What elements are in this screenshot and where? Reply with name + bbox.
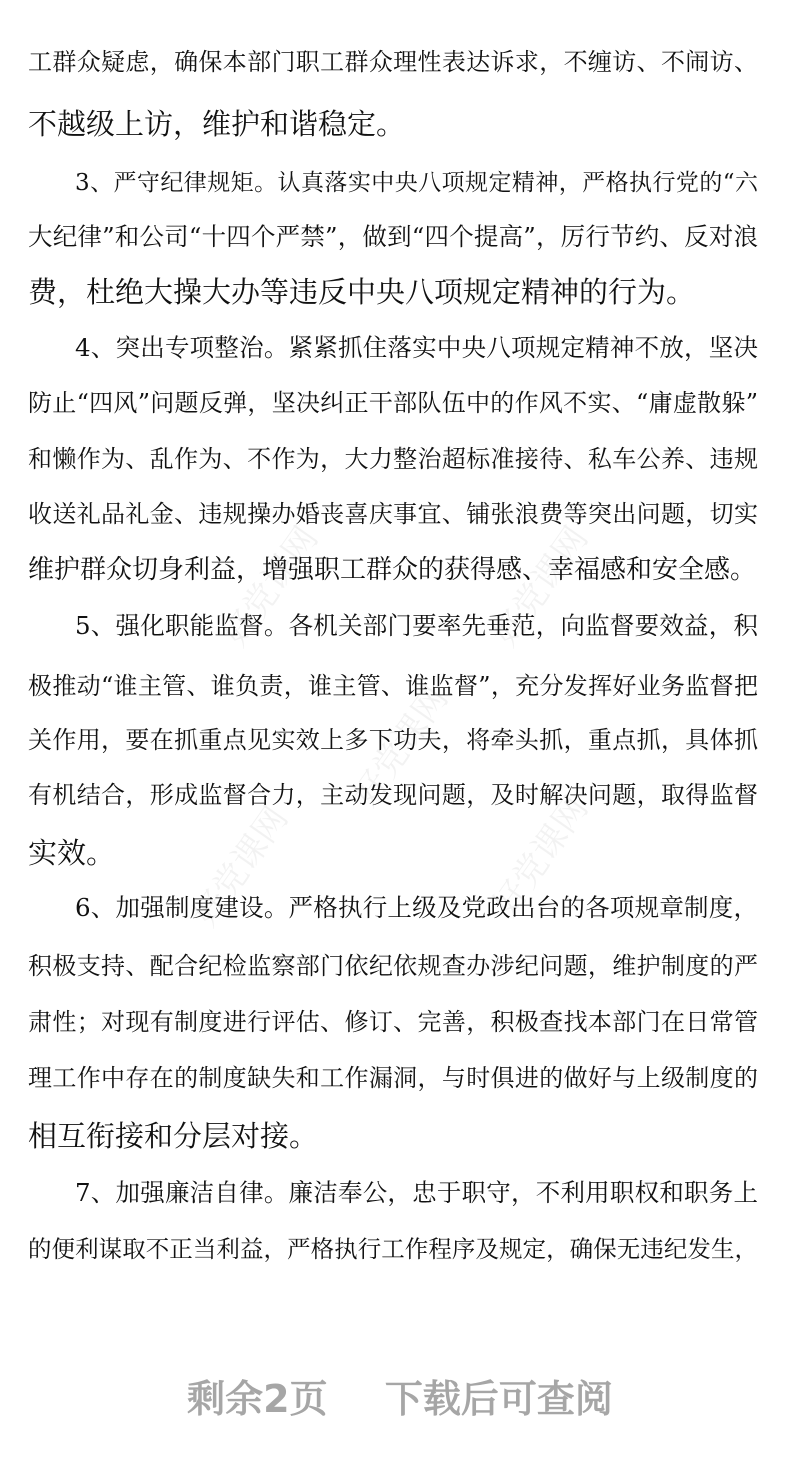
text-line: 费，杜绝大操大办等违反中央八项规定精神的行为。 [28,275,696,309]
text-line: 极推动“谁主管、谁负责，谁主管、谁监督”，充分发挥好业务监督把 [28,672,758,700]
watermark-text: 好党课网 [345,679,457,814]
text-line: 相互衔接和分层对接。 [28,1119,319,1153]
text-line: 积极支持、配合纪检监察部门依纪依规查办涉纪问题，维护制度的严 [28,952,758,980]
text-line: 关作用，要在抓重点见实效上多下功夫，将牵头抓，重点抓，具体抓 [28,726,758,754]
watermark-text: 好党课网 [185,799,297,934]
text-line: 5、强化职能监督。各机关部门要率先垂范，向监督要效益，积 [75,611,758,640]
text-line: 工群众疑虑，确保本部门职工群众理性表达诉求，不缠访、不闹访、 [28,48,758,76]
text-line: 理工作中存在的制度缺失和工作漏洞，与时俱进的做好与上级制度的 [28,1064,758,1092]
text-line: 3、严守纪律规矩。认真落实中央八项规定精神，严格执行党的“六 [75,170,758,196]
watermark-text: 好党课网 [485,789,597,924]
text-line: 的便利谋取不正当利益，严格执行工作程序及规定，确保无违纪发生， [28,1235,758,1263]
text-line: 7、加强廉洁自律。廉洁奉公，忠于职守，不利用职权和职务上 [75,1178,758,1207]
text-line: 实效。 [28,836,116,870]
text-line: 4、突出专项整治。紧紧抓住落实中央八项规定精神不放，坚决 [75,333,758,362]
text-line: 大纪律”和公司“十四个严禁”，做到“四个提高”，厉行节约、反对浪 [28,222,758,251]
remaining-pages-label: 剩余2页 [187,1377,328,1421]
text-line: 不越级上访，维护和谐稳定。 [28,107,406,141]
watermark-text: 好党课网 [485,519,597,654]
text-line: 收送礼品礼金、违规操办婚丧喜庆事宜、铺张浪费等突出问题，切实 [28,500,758,528]
text-line: 6、加强制度建设。严格执行上级及党政出台的各项规章制度， [75,893,758,922]
text-line: 维护群众切身利益，增强职工群众的获得感、幸福感和安全感。 [28,555,757,585]
text-line: 和懒作为、乱作为、不作为，大力整治超标准接待、私车公养、违规 [28,445,758,473]
download-hint-label: 下载后可查阅 [384,1377,613,1421]
text-line: 有机结合，形成监督合力，主动发现问题，及时解决问题，取得监督 [28,781,758,809]
text-line: 防止“四风”问题反弹，坚决纠正干部队伍中的作风不实、“庸虚散躲” [28,389,758,417]
download-prompt[interactable] [0,1368,800,1423]
text-line: 肃性；对现有制度进行评估、修订、完善，积极查找本部门在日常管 [28,1008,758,1036]
watermark-text: 好党课网 [215,519,327,654]
